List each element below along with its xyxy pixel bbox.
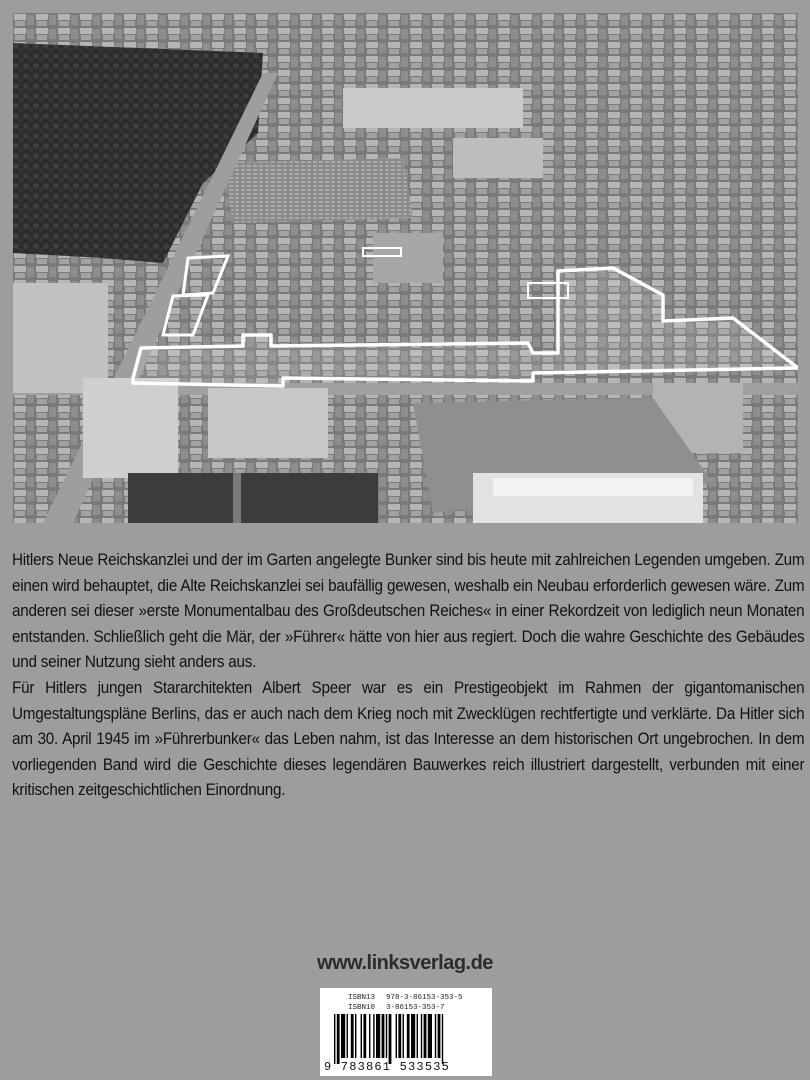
barcode-bar: [373, 1014, 374, 1058]
barcode-bar: [442, 1014, 443, 1064]
barcode-bar: [398, 1014, 401, 1058]
barcode-bar: [334, 1014, 335, 1064]
barcode-bar: [351, 1014, 354, 1058]
isbn-barcode-block: [320, 988, 492, 1076]
barcode-bar: [386, 1014, 387, 1058]
ean-digits: 9 783861 533535: [324, 1060, 451, 1074]
isbn10-line: [348, 1004, 445, 1012]
barcode-bar: [341, 1014, 345, 1058]
book-description: [12, 548, 805, 804]
isbn13-label: ISBN13: [348, 994, 376, 1002]
isbn13-value: 978-3-86153-353-5: [386, 994, 463, 1002]
aerial-photo-icon: [13, 13, 798, 523]
barcode-icon: [334, 1014, 480, 1064]
barcode-bar: [428, 1014, 432, 1058]
barcode-bar: [355, 1014, 356, 1058]
publisher-url: www.linksverlag.de: [317, 952, 493, 974]
barcode-bar: [407, 1014, 410, 1058]
barcode-bar: [396, 1014, 397, 1058]
barcode-bar: [417, 1014, 418, 1058]
barcode-bar: [411, 1014, 415, 1058]
description-paragraph-1: Hitlers Neue Reichskanzlei und der im Garten angelegte Bunker sind bis heute mit zahlreichen Legenden umgeben. Zum einen wird behauptet, die Alte Reichskanzlei sei baufällig gewesen, weshalb ein Neubau erforderlich gewesen wäre. Zum anderen sei dieser »erste Monumentalbau des Großdeutschen Reiches« in einer Rekordzeit von lediglich neun Monaten entstanden. Schließlich geht die Mär, der »Führer« hätte von hier aus regiert. Doch die wahre Geschichte des Gebäudes und seiner Nutzung sieht anders aus.: [12, 551, 805, 672]
barcode-bar: [389, 1014, 392, 1064]
barcode-bar: [435, 1014, 436, 1058]
isbn13-line: [348, 994, 463, 1002]
isbn10-value: 3-86153-353-7: [386, 1004, 445, 1012]
barcode-bar: [421, 1014, 422, 1058]
barcode-bar: [382, 1014, 385, 1058]
barcode-bar: [438, 1014, 441, 1058]
isbn10-label: ISBN10: [348, 1004, 376, 1012]
barcode-bar: [337, 1014, 340, 1064]
barcode-bar: [369, 1014, 370, 1058]
barcode-bar: [347, 1014, 348, 1058]
barcode-bar: [424, 1014, 427, 1058]
barcode-bar: [361, 1014, 362, 1058]
barcode-bar: [403, 1014, 404, 1058]
aerial-photograph: [13, 13, 798, 523]
barcode-bar: [376, 1014, 380, 1058]
barcode-bar: [363, 1014, 366, 1058]
description-paragraph-2: Für Hitlers jungen Stararchitekten Albert Speer war es ein Prestigeobjekt im Rahmen der gigantomanischen Umgestaltungspläne Berlins, das er auch nach dem Krieg noch mit Zwecklügen rechtfertigte und verklärte. Da Hitler sich am 30. April 1945 im »Führerbunker« das Leben nahm, ist das Interesse an dem historischen Ort ungebrochen. In dem vorliegenden Band wird die Geschichte dieses legendären Bauwerkes reich illustriert dargestellt, verbunden mit einer kritischen zeitgeschichtlichen Einordnung.: [12, 678, 805, 800]
